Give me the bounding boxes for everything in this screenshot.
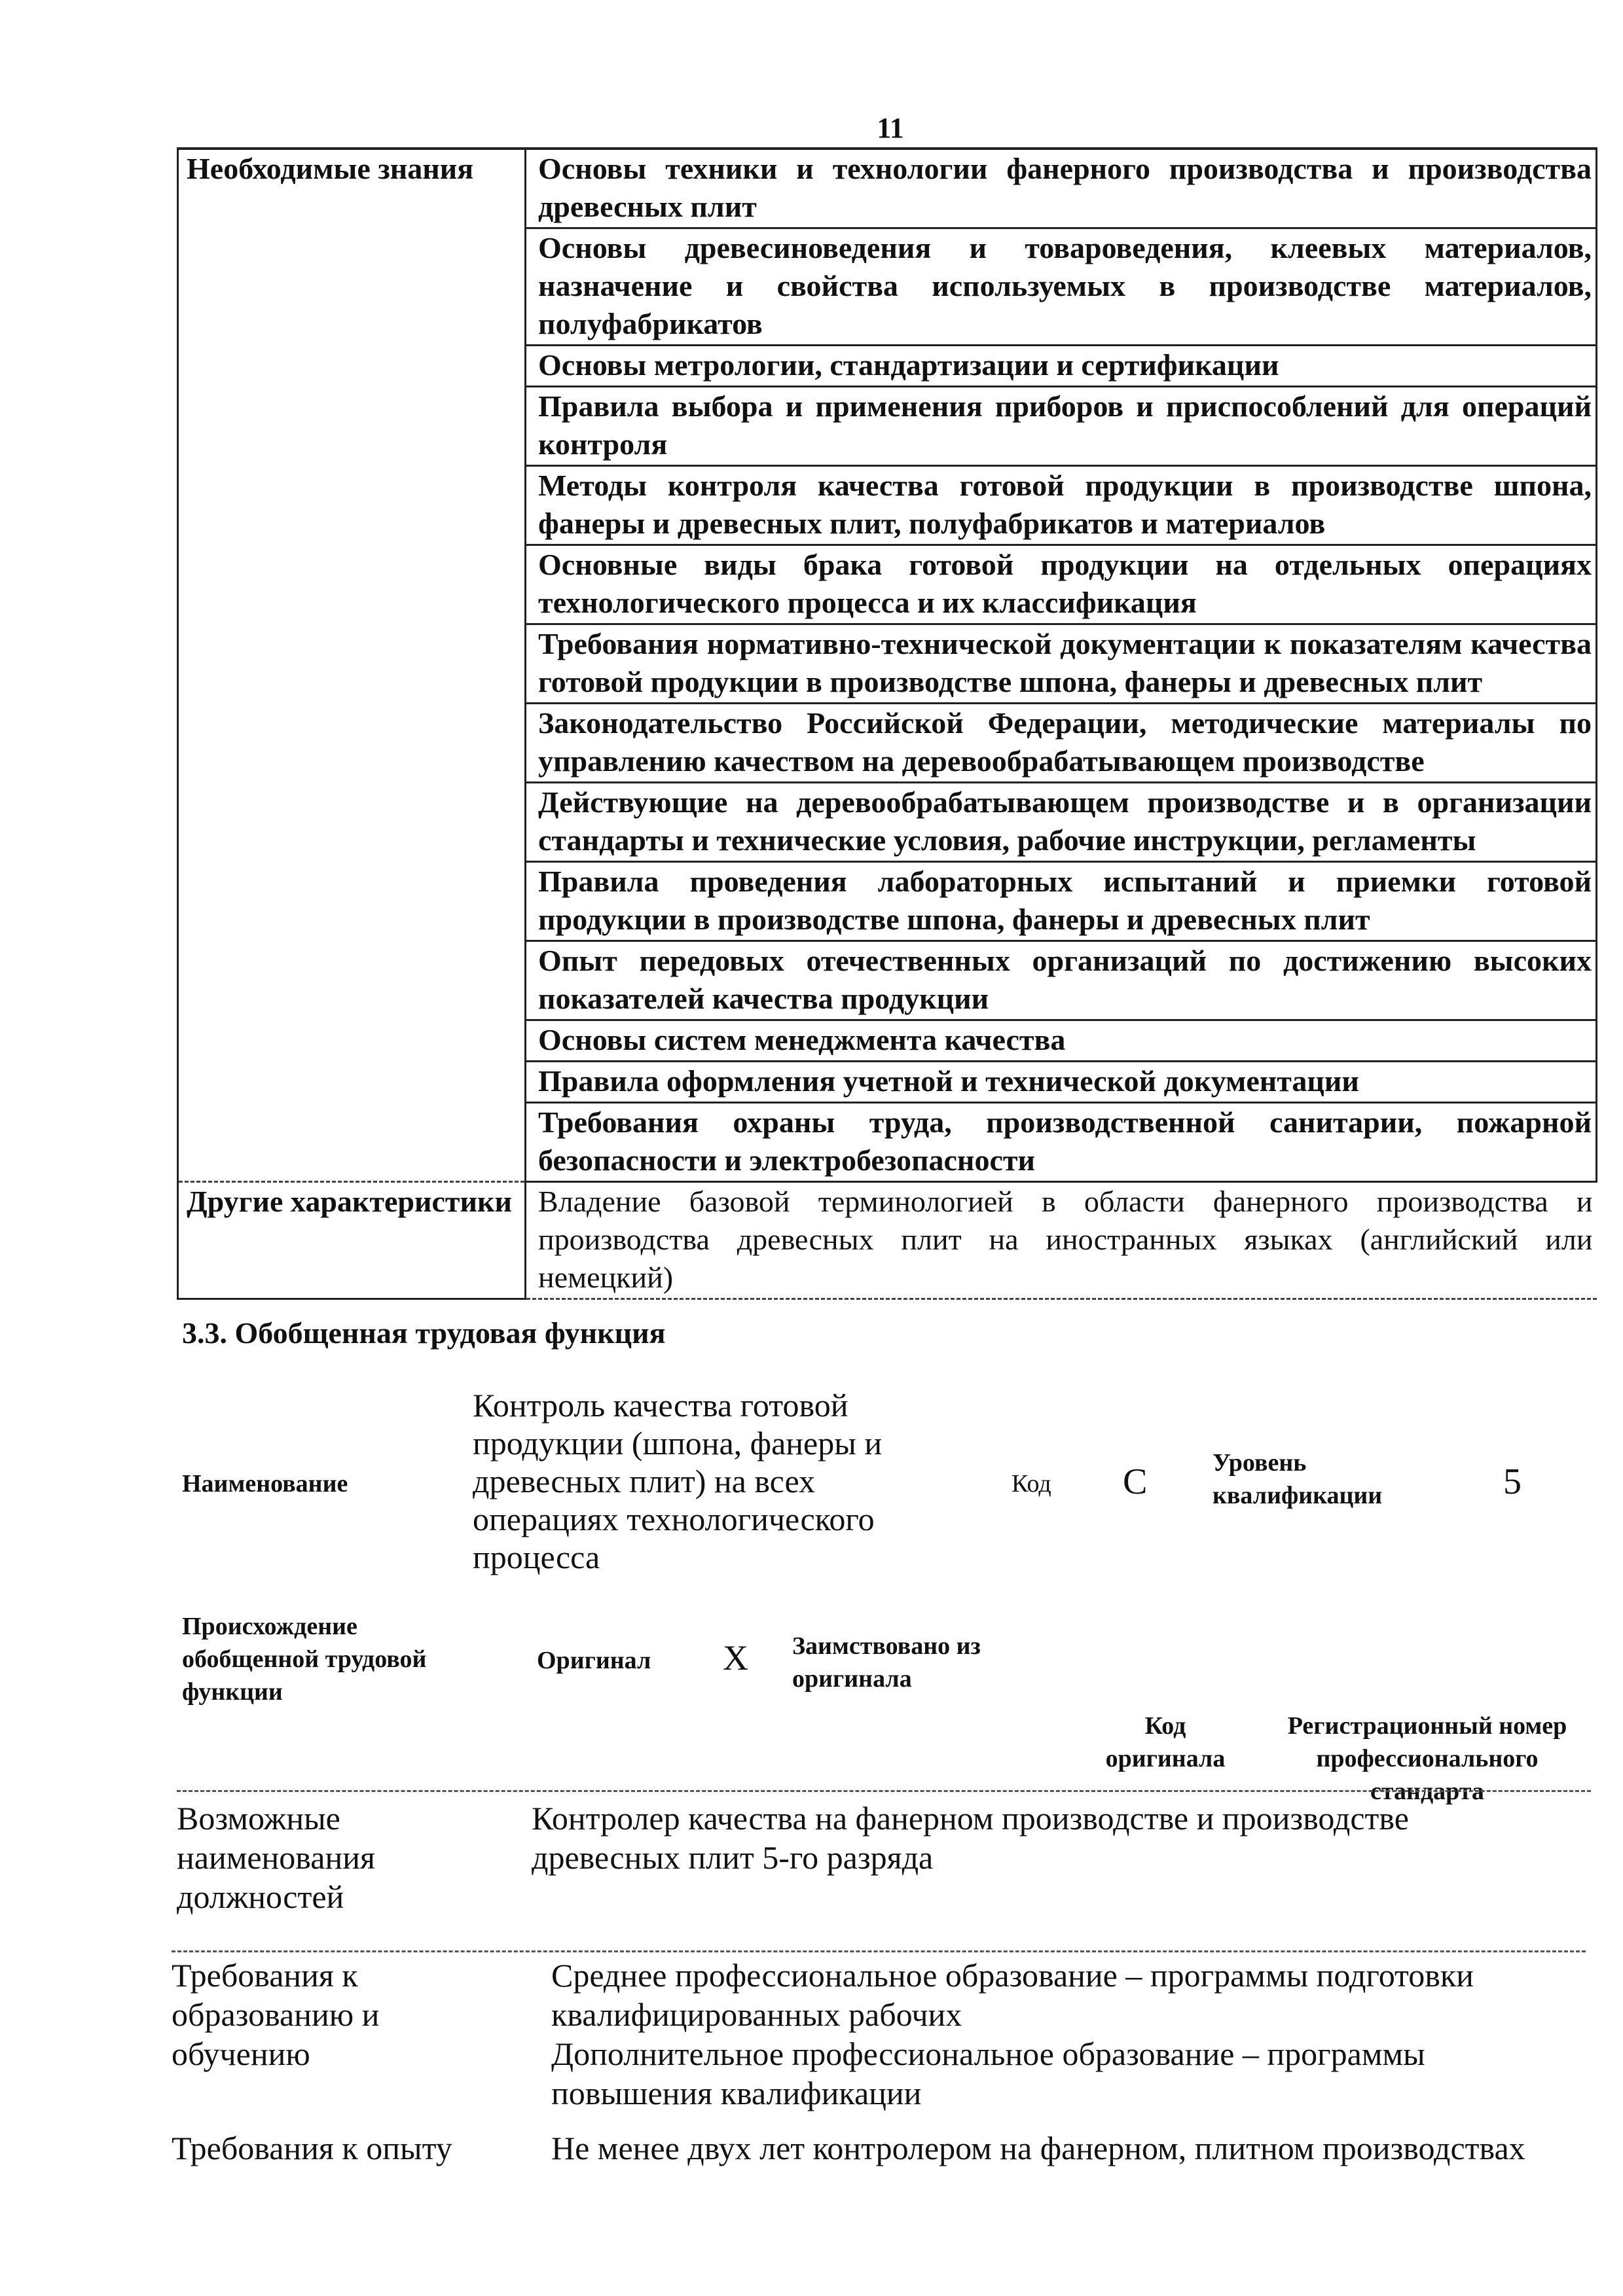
other-characteristics-row — [178, 1182, 1597, 1299]
registration-number-label: Регистрационный номер профессионального стандарта — [1287, 1712, 1567, 1805]
qualification-level-label: Уровень квалификации — [1213, 1449, 1383, 1509]
knowledge-row — [178, 387, 1597, 466]
knowledge-row — [178, 149, 1597, 228]
separator-line — [177, 1790, 1591, 1792]
knowledge-item: Законодательство Российской Федерации, методические материалы по управлению качеством на деревообрабатывающем производстве — [526, 704, 1597, 783]
knowledge-row — [178, 228, 1597, 346]
borrowed-label: Заимствовано из оригинала — [792, 1632, 981, 1693]
origin-label: Происхождение обобщенной трудовой функции — [182, 1613, 427, 1706]
knowledge-item: Основы техники и технологии фанерного производства и производства древесных плит — [526, 149, 1597, 228]
name-label: Наименование — [182, 1470, 348, 1498]
education-label: Требования к образованию и обучению — [172, 1957, 380, 2072]
positions-label: Возможные наименования должностей — [177, 1800, 375, 1915]
knowledge-row — [178, 624, 1597, 704]
original-code-label: Код оригинала — [1105, 1712, 1226, 1772]
education-value — [551, 1956, 1573, 2113]
other-characteristics-value: Владение базовой терминологией в области фанерного производства и производства древесных плит на иностранных языках (английский или немецкий) — [526, 1182, 1597, 1299]
positions-value: Контролер качества на фанерном производстве и производстве древесных плит 5-го разряда — [532, 1800, 1409, 1876]
knowledge-item: Правила выбора и применения приборов и приспособлений для операций контроля — [526, 387, 1597, 466]
other-characteristics-label: Другие характеристики — [178, 1182, 526, 1299]
original-mark: X — [723, 1638, 748, 1677]
separator-line — [172, 1950, 1586, 1952]
experience-label: Требования к опыту — [172, 2130, 452, 2166]
education-line: Среднее профессиональное образование – программы подготовки квалифицированных рабочих — [551, 1957, 1474, 2033]
knowledge-item: Правила оформления учетной и технической документации — [526, 1062, 1597, 1103]
knowledge-row — [178, 941, 1597, 1020]
knowledge-item: Правила проведения лабораторных испытаний и приемки готовой продукции в производстве шпона, фанеры и древесных плит — [526, 862, 1597, 941]
knowledge-row — [178, 1062, 1597, 1103]
knowledge-item: Опыт передовых отечественных организаций по достижению высоких показателей качества продукции — [526, 941, 1597, 1020]
knowledge-item: Основы древесиноведения и товароведения, клеевых материалов, назначение и свойства используемых в производстве материалов, полуфабрикатов — [526, 228, 1597, 346]
knowledge-row — [178, 346, 1597, 387]
knowledge-item: Основные виды брака готовой продукции на отдельных операциях технологического процесса и их классификация — [526, 545, 1597, 624]
knowledge-item: Основы метрологии, стандартизации и сертификации — [526, 346, 1597, 387]
knowledge-item: Основы систем менеджмента качества — [526, 1020, 1597, 1062]
knowledge-row — [178, 1103, 1597, 1182]
section-title: 3.3. Обобщенная трудовая функция — [182, 1316, 666, 1350]
code-value: C — [1123, 1462, 1148, 1502]
knowledge-row — [178, 862, 1597, 941]
knowledge-row — [178, 704, 1597, 783]
knowledge-row — [178, 545, 1597, 624]
qualification-level-value: 5 — [1503, 1462, 1522, 1502]
knowledge-item: Действующие на деревообрабатывающем производстве и в организации стандарты и технические условия, рабочие инструкции, регламенты — [526, 783, 1597, 862]
knowledge-table — [177, 147, 1597, 1300]
knowledge-item: Методы контроля качества готовой продукции в производстве шпона, фанеры и древесных плит, полуфабрикатов и материалов — [526, 466, 1597, 545]
knowledge-row — [178, 783, 1597, 862]
experience-value: Не менее двух лет контролером на фанерном, плитном производствах — [551, 2130, 1525, 2166]
education-line: Дополнительное профессиональное образование – программы повышения квалификации — [551, 2036, 1425, 2111]
knowledge-label: Необходимые знания — [178, 149, 526, 228]
function-name-value: Контроль качества готовой продукции (шпона, фанеры и древесных плит) на всех операциях технологического процесса — [473, 1387, 883, 1575]
page-number: 11 — [877, 112, 904, 144]
knowledge-row — [178, 1020, 1597, 1062]
code-label: Код — [1012, 1470, 1051, 1498]
original-label: Оригинал — [537, 1647, 651, 1674]
knowledge-row — [178, 466, 1597, 545]
knowledge-item: Требования нормативно-технической документации к показателям качества готовой продукции в производстве шпона, фанеры и древесных плит — [526, 624, 1597, 704]
knowledge-item: Требования охраны труда, производственной санитарии, пожарной безопасности и электробезопасности — [526, 1103, 1597, 1182]
